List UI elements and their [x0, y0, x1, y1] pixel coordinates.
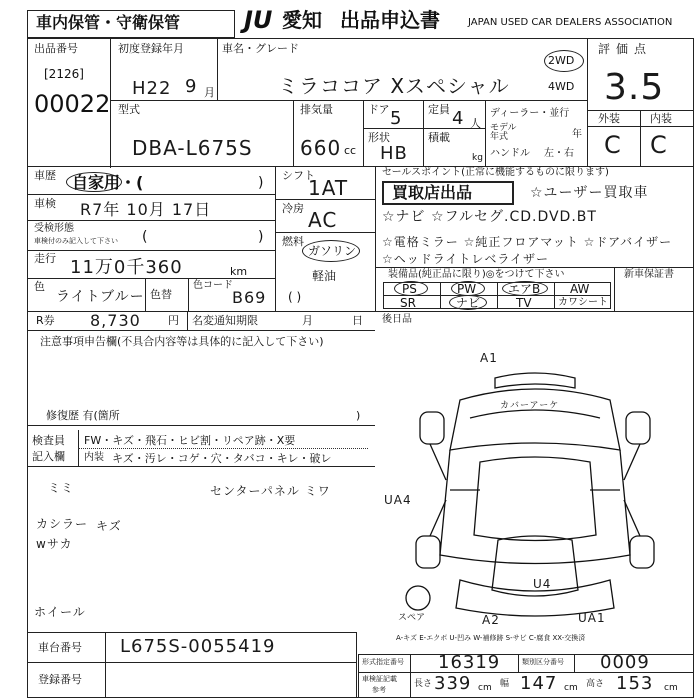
notes-label: 注意事項申告欄(不具合内容等は具体的に記入して下さい): [40, 335, 324, 348]
inspector-int-label: 内装: [84, 452, 104, 463]
accept-note: 車検付のみ記入して下さい: [34, 237, 118, 245]
color-value: ライトブルー: [56, 289, 145, 305]
divider: [27, 425, 375, 426]
equip-airbag: エアB: [508, 282, 541, 296]
remark-1: ミミ: [48, 481, 75, 495]
model-year-label: モデル年式: [490, 123, 517, 142]
divider: [440, 282, 441, 309]
shape-value: HB: [380, 143, 408, 164]
divider: [554, 282, 555, 309]
deadline-label: 名変通知期限: [192, 314, 258, 327]
equip-navi: ナビ: [456, 296, 481, 310]
mileage-label: 走行: [34, 252, 56, 265]
divider: [27, 250, 275, 251]
doors-label: ドア: [368, 103, 390, 116]
sales-line-1: ☆ユーザー買取車: [530, 185, 649, 201]
sales-line-3: ☆電格ミラー ☆純正フロアマット ☆ドアバイザー: [382, 235, 673, 249]
width-unit: cm: [564, 683, 578, 693]
color-code: B69: [232, 288, 267, 307]
doors-value: 5: [390, 108, 403, 129]
first-reg-month-unit: 月: [204, 86, 215, 99]
capacity-label: 定員: [428, 103, 450, 116]
accept-label: 受検形態: [34, 223, 74, 234]
storage-label: 車内保管・守衛保管: [36, 13, 181, 32]
registration-label: 登録番号: [38, 673, 82, 686]
car-name-value: ミラココア Xスペシャル: [278, 74, 510, 98]
width-label: 幅: [500, 679, 510, 689]
fuel-value: ガソリン: [308, 244, 357, 258]
org-name: 愛知: [282, 8, 322, 32]
divider: [363, 128, 485, 129]
rating-label: 評価点: [598, 42, 653, 56]
repair-label: 修復歴 有(箇所: [46, 409, 120, 422]
divider: [293, 100, 294, 166]
recycle-unit: 円: [168, 314, 179, 327]
dealer-label: ディーラー・並行: [490, 108, 570, 119]
lot-label: 出品番号: [34, 42, 78, 55]
length-unit: cm: [478, 683, 492, 693]
car-damage-diagram: [400, 340, 670, 640]
sales-line-2: ☆ナビ ☆フルセグ.CD.DVD.BT: [382, 209, 597, 225]
inspection-label: 車検: [34, 197, 56, 210]
capacity-unit: 人: [470, 117, 481, 130]
recycle-label: R券: [36, 314, 55, 327]
first-reg-era: H22: [132, 78, 172, 99]
model-num-label: 形式指定番号: [362, 658, 404, 666]
form-title: 出品申込書: [340, 8, 440, 32]
history-label: 車歴: [34, 169, 56, 182]
divider: [375, 267, 694, 268]
diagram-ua1: UA1: [578, 611, 606, 625]
first-reg-month: 9: [185, 76, 198, 97]
rating-ext-label: 外装: [598, 112, 620, 125]
chassis-label: 車台番号: [38, 641, 82, 654]
divider: [587, 38, 588, 166]
inspector-label-2: 記入欄: [32, 450, 65, 463]
divider: [188, 278, 189, 311]
class-num-label: 類別区分番号: [522, 658, 564, 666]
drive-4wd: 4WD: [548, 80, 575, 93]
divider: [375, 166, 376, 311]
divider: [518, 654, 519, 672]
model-year-unit: 年: [572, 129, 582, 140]
divider: [110, 100, 587, 101]
divider: [574, 654, 575, 672]
divider: [105, 632, 106, 698]
remark-3: カシラー: [36, 517, 89, 531]
divider: [423, 100, 424, 166]
rating-ext: C: [604, 131, 622, 159]
rating-int-label: 内装: [650, 112, 672, 125]
load-unit: kg: [472, 153, 483, 163]
divider: [145, 278, 146, 311]
model-label: 型式: [118, 103, 140, 116]
ju-logo: JU: [244, 6, 273, 34]
drive-2wd: 2WD: [548, 54, 575, 67]
history-value: 自家用・(: [72, 173, 144, 192]
equip-aw: AW: [570, 282, 590, 296]
divider: [27, 330, 375, 331]
fuel-label: 燃料: [282, 235, 304, 248]
divider: [27, 632, 356, 633]
color-change-label: 色替: [150, 288, 172, 301]
height-value: 153: [616, 673, 654, 694]
rating-value: 3.5: [604, 67, 665, 108]
handle-label: ハンドル: [490, 148, 530, 159]
divider: [275, 166, 276, 311]
diagram-legend: A-キズ E-エクボ U-凹み W-補修跡 S-サビ C-腐食 XX-交換済: [396, 634, 586, 642]
divider: [640, 110, 641, 166]
deadline-month: 月: [302, 314, 313, 327]
fuel-paren: ( ): [288, 290, 302, 304]
shape-label: 形状: [368, 131, 390, 144]
divider: [217, 38, 218, 100]
divider: [27, 278, 275, 279]
capacity-value: 4: [452, 108, 465, 129]
accept-close: ): [258, 229, 264, 245]
diagram-ua4: UA4: [384, 493, 412, 507]
ref-label: 参考: [372, 686, 386, 694]
later-label: 後日品: [382, 314, 412, 325]
equip-leather: カワシート: [558, 297, 608, 308]
height-unit: cm: [664, 683, 678, 693]
deadline-day: 日: [352, 314, 363, 327]
remark-4: wサカ: [36, 537, 73, 551]
divider: [275, 232, 375, 233]
divider: [27, 466, 375, 467]
displacement-value: 660: [300, 136, 342, 160]
repair-close: ): [356, 409, 361, 422]
equip-sr: SR: [400, 296, 416, 310]
length-label: 長さ: [414, 679, 433, 689]
equip-label: 装備品(純正品に限り)◎をつけて下さい: [388, 269, 565, 280]
chassis-value: L675S-0055419: [120, 636, 276, 657]
accept-open: (: [142, 229, 148, 245]
sales-point-label: セールスポイント(正常に機能するものに限ります): [382, 167, 609, 178]
fuel-other: 軽油: [312, 269, 337, 283]
history-close: ): [258, 175, 264, 191]
divider: [187, 311, 188, 330]
diagram-u4: U4: [533, 577, 552, 591]
divider: [410, 654, 411, 698]
mileage-value: 11万0千360: [70, 257, 183, 278]
diagram-spare: スペア: [398, 613, 426, 623]
inspector-int-line: キズ・汚レ・コゲ・穴・タバコ・キレ・破レ: [112, 452, 332, 465]
cooling-label: 冷房: [282, 202, 304, 215]
shift-label: シフト: [282, 169, 315, 182]
cooling-value: AC: [308, 208, 338, 232]
divider: [485, 100, 486, 166]
inspection-value: R7年 10月 17日: [80, 200, 212, 219]
sales-stamp: 買取店出品: [392, 183, 473, 202]
displacement-unit: cc: [344, 144, 357, 157]
width-value: 147: [520, 673, 558, 694]
lot-sub: [2126]: [44, 67, 84, 81]
divider: [27, 194, 275, 195]
diagram-a1: A1: [480, 351, 498, 365]
divider: [27, 220, 275, 221]
class-num-value: 0009: [600, 652, 650, 673]
equip-ps: PS: [402, 282, 417, 296]
length-value: 339: [434, 673, 472, 694]
displacement-label: 排気量: [300, 103, 333, 116]
divider: [356, 632, 357, 698]
recycle-value: 8,730: [90, 311, 141, 330]
remark-2: センターパネル ミワ: [210, 484, 331, 498]
divider: [497, 282, 498, 309]
color-code-label: 色コード: [193, 280, 233, 291]
size-label: 車検証記載: [362, 675, 397, 683]
model-num-value: 16319: [438, 652, 501, 673]
mileage-unit: km: [230, 265, 248, 278]
diagram-cover-note: カバーアーケ: [500, 401, 560, 411]
equip-tv: TV: [516, 296, 532, 310]
rating-int: C: [650, 131, 668, 159]
sales-line-4: ☆ヘッドライトレベライザー: [382, 252, 550, 266]
shift-value: 1AT: [308, 176, 349, 200]
load-label: 積載: [428, 131, 450, 144]
remark-5: キズ: [96, 519, 122, 533]
divider: [27, 662, 356, 663]
first-reg-label: 初度登録年月: [118, 42, 184, 55]
color-label: 色: [34, 280, 45, 293]
diagram-a2: A2: [482, 613, 500, 627]
warranty-label: 新車保証書: [624, 269, 674, 280]
inspector-fw-line: FW・キズ・飛石・ヒビ割・リペア跡・X要: [84, 434, 296, 447]
inspector-label: 検査員: [32, 434, 65, 447]
car-name-label: 車名・グレード: [222, 42, 299, 55]
lot-number: 00022: [34, 90, 111, 118]
model-value: DBA-L675S: [132, 136, 253, 160]
height-label: 高さ: [586, 679, 605, 689]
handle-options: 左・右: [544, 148, 574, 159]
divider: [363, 100, 364, 166]
divider: [78, 448, 368, 449]
association-name: JAPAN USED CAR DEALERS ASSOCIATION: [468, 17, 673, 28]
equip-pw: PW: [457, 282, 477, 296]
divider: [614, 267, 615, 311]
remark-6: ホイール: [34, 605, 86, 619]
